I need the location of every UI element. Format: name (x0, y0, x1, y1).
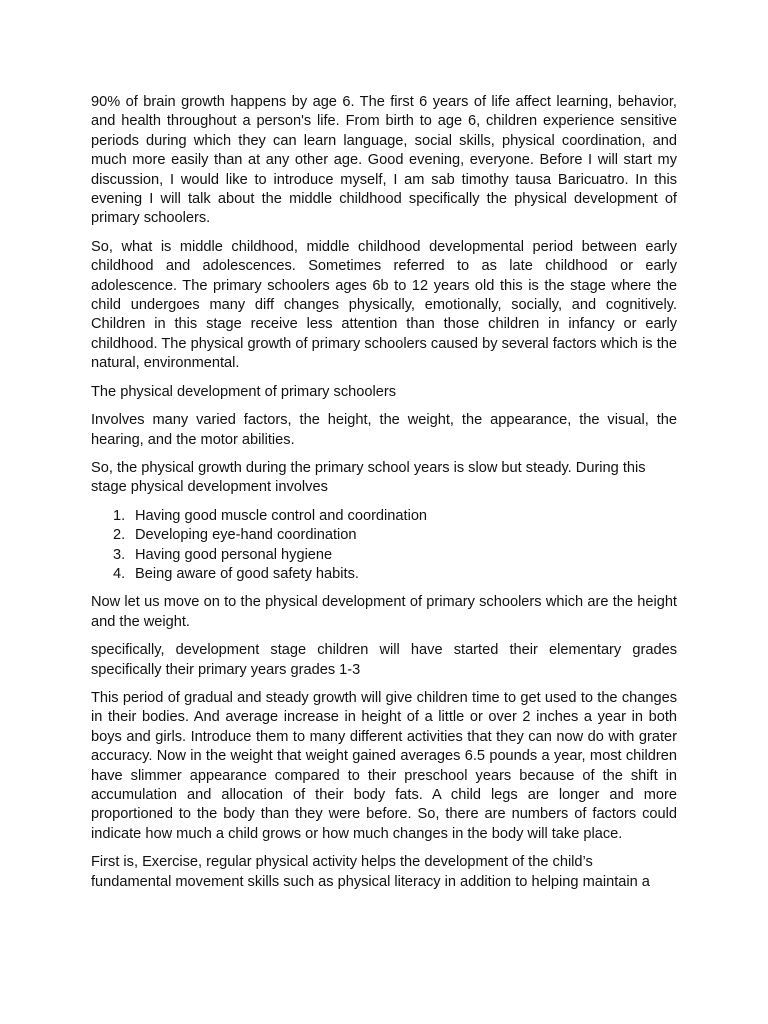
paragraph-factors: Involves many varied factors, the height, the weight, the appearance, the visual, the hearing, and the motor abilities. (91, 412, 677, 448)
list-number: 4. (113, 565, 126, 582)
list-text: Being aware of good safety habits. (135, 565, 359, 582)
list-text: Developing eye-hand coordination (135, 527, 357, 544)
paragraph-gradual-growth: This period of gradual and steady growth will give children time to get used to the changes in their bodies. And average increase in height of a little or over 2 inches a year in both boys and girls. Introduce them to many different activities that they can now do with grater accuracy. Now in the weight that weight gained averages 6.5 pounds a year, most children have slimmer appearance compared to their preschool years because of the shift in accumulation and allocation of their body fats. A child legs are longer and more proportioned to the body than they were before. So, there are numbers of factors could indicate how much a child grows or how much changes in the body will take place. (91, 689, 677, 842)
section-heading: The physical development of primary schoolers (91, 383, 396, 400)
list-number: 3. (113, 546, 126, 563)
paragraph-intro: 90% of brain growth happens by age 6. The first 6 years of life affect learning, behavior, and health throughout a person's life. From birth to age 6, children experience sensitive periods during which they can learn language, social skills, physical coordination, and much more easily than at any other age. Good evening, everyone. Before I will start my discussion, I would like to introduce myself, I am sab timothy tausa Baricuatro. In this evening I will talk about the middle childhood specifically the physical development of primary schoolers. (91, 94, 677, 227)
list-text: Having good personal hygiene (135, 546, 333, 563)
list-item (113, 526, 677, 545)
paragraph-exercise: First is, Exercise, regular physical activity helps the development of the child’s fundamental movement skills such as physical literacy in addition to helping maintain a (91, 854, 650, 890)
list-number: 2. (113, 527, 126, 544)
list-number: 1. (113, 507, 126, 524)
paragraph-height-weight: Now let us move on to the physical development of primary schoolers which are the height and the weight. (91, 594, 677, 630)
paragraph-growth: So, the physical growth during the primary school years is slow but steady. During this stage physical development involves (91, 459, 646, 496)
development-list (91, 507, 677, 585)
list-item (113, 546, 677, 565)
paragraph-middle-childhood: So, what is middle childhood, middle childhood developmental period between early childhood and adolescences. Sometimes referred to as late childhood or early adolescence. The primary schoolers ages 6b to 12 years old this is the stage where the child undergoes many diff changes physically, emotionally, socially, and cognitively. Children in this stage receive less attention than those children in infancy or early childhood. The physical growth of primary schoolers caused by several factors which is the natural, environmental. (91, 238, 677, 372)
list-item (113, 565, 677, 584)
paragraph-elementary: specifically, development stage children will have started their elementary grades specifically their primary years grades 1-3 (91, 642, 677, 678)
document-page (91, 93, 677, 892)
list-text: Having good muscle control and coordination (135, 507, 428, 524)
list-item (113, 507, 677, 526)
